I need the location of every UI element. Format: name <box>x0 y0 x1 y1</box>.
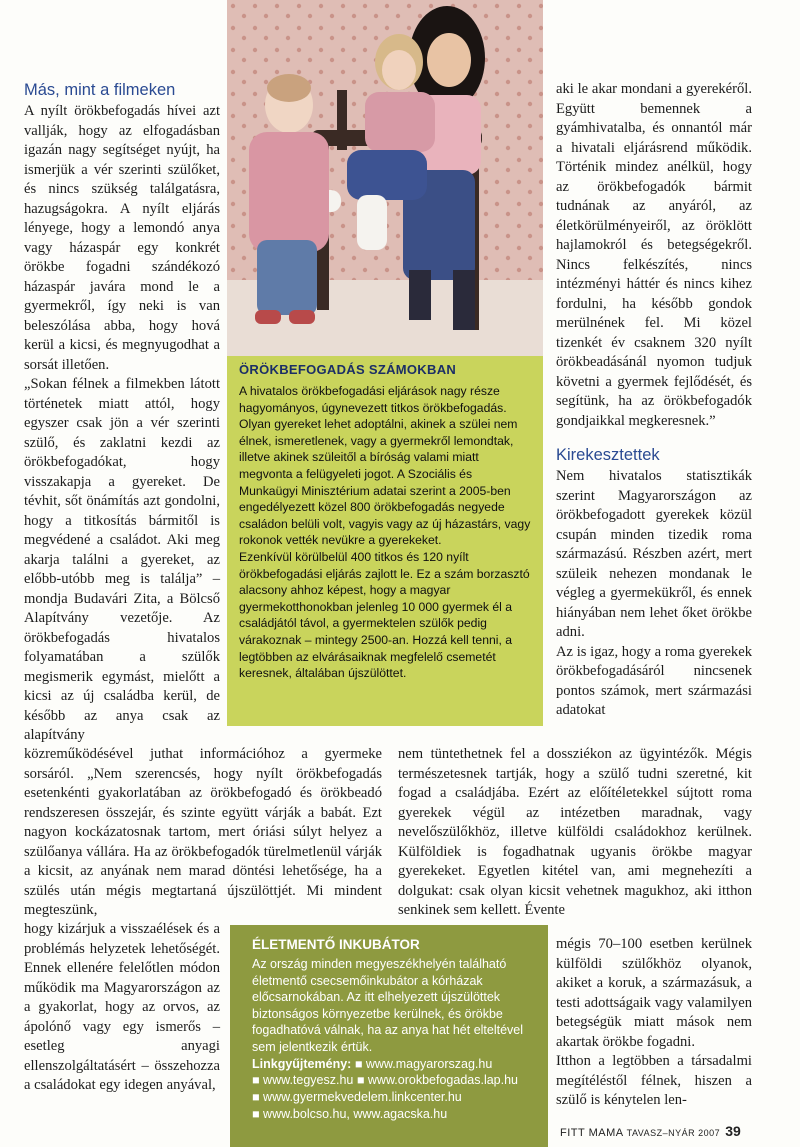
stats-box-paragraph-2: Ezenkívül körülbelül 400 titkos és 120 nyílt örökbefogadási eljárás zajlott le. Ez a szám borzasztó alacsony ahhoz képest, hogy a magyar gyermekotthonokban jelenleg 10 000 gyermek él a családjától távol, a gyermektelen szülők pedig várakoznak – mintegy 2500-an. Hozzá kell tenni, a legtöbben az elvárásaiknak megfelelő csemetét keresnek, általában újszülöttet. <box>239 549 530 681</box>
stats-box-title: ÖRÖKBEFOGADÁS SZÁMOKBAN <box>239 362 457 377</box>
left-column-wide <box>24 745 382 921</box>
right-paragraph-3: Az is igaz, hogy a roma gyerekek örökbefogadásáról nincsenek pontos számok, mert származási adatokat <box>556 643 752 718</box>
right-paragraph-4: Itthon a legtöbben a társadalmi megítéléstől félnek, hiszen a szülő is kénytelen len- <box>556 1053 752 1108</box>
inkubator-box-title: ÉLETMENTŐ INKUBÁTOR <box>252 937 420 952</box>
issue-season: TAVASZ–NYÁR 2007 <box>626 1128 721 1138</box>
link-tegyesz[interactable]: www.tegyesz.hu <box>263 1073 354 1088</box>
link-orokbefogadas[interactable]: www.orokbefogadas.lap.hu <box>367 1073 519 1088</box>
link-bolcso-agacska[interactable]: www.bolcso.hu, www.agacska.hu <box>263 1107 448 1122</box>
right-column-narrow <box>556 935 752 1111</box>
link-row <box>252 1106 532 1123</box>
right-paragraph-2: Nem hivatalos statisztikák szerint Magyarországon az örökbefogadott gyerekek közül csupán minden tizedik roma származású. Részben azért, mert szüleik nehezen mondanak le végleg a gyermekükről, és ennek hiányában nem lehet őket örökbe adni. <box>556 468 752 640</box>
link-bullet-icon: ■ <box>354 1056 363 1071</box>
left-paragraph-2-continued: közreműködésével juthat információhoz a gyermeke sorsáról. „Nem szerencsés, hogy nyílt örökbefogadás esetenkénti gyakorlatában az örökbefogadó és örökbeadó rendszeresen összejár, és szinte együtt várják a babát. Ezt nagyon kockázatosnak tartom, mert óriási súlyt helyez a szülőanya vállára. Ha az örökbefogadók türelmetlenül várják a kicsit, az anyának nem marad döntési lehetősége, ha a szülés után mégis megtartaná újszülöttjét. Mi mindent megteszünk, <box>24 746 382 918</box>
page-number: 39 <box>725 1123 741 1139</box>
link-row <box>252 1072 532 1089</box>
right-column <box>556 80 752 721</box>
inkubator-box-text: Az ország minden megyeszékhelyén található életmentő csecsemőinkubátor a kórházak előcsarnokában. Az itt elhelyezett újszülöttek biztonságos környezetbe kerülnek, és örökbe fogadhatóvá válnak, ha az anya hat hét elteltével sem jelentkezik értük. <box>252 957 524 1054</box>
link-bullet-icon: ■ <box>252 1107 260 1122</box>
magazine-name: FITT MAMA <box>560 1127 624 1139</box>
link-bullet-icon: ■ <box>252 1073 260 1088</box>
link-bullet-icon: ■ <box>252 1090 260 1105</box>
section-heading-kirekesztettek: Kirekesztettek <box>556 446 660 464</box>
left-paragraph-2-end: hogy kizárjuk a visszaélések és a problémás helyzetek lehetőségét. Ennek ellenére felelőtlen módon működik ma Magyarországon az a gyakorlat, hogy az orvos, az ápolónő vagy egy ismerős – esetleg anyagi ellenszolgáltatásért – összehozza a családokat egy idegen anyával, <box>24 921 220 1093</box>
right-column-wide <box>398 745 752 921</box>
children-photo <box>227 0 543 356</box>
inkubator-infobox <box>230 925 548 1147</box>
link-collection <box>252 1056 532 1073</box>
page-footer <box>560 1123 760 1139</box>
stats-infobox <box>227 356 543 726</box>
right-paragraph-3-continued: nem tüntethetnek fel a dossziékon az ügyintézők. Mégis természetesnek tartják, hogy a szülő tudni szeretné, kit fogad a családjába. Ezért az előítéletekkel sújtott roma gyerekek végül az intézetben maradnak, vagy nevelőszülőkhöz, illetve külföldi családokhoz kerülnek. Külföldiek is fogadhatnak ugyanis örökbe magyar gyerekeket. Egyetlen kitétel van, ami megnehezíti a dolgukat: csak olyan kicsit vehetnek magukhoz, aki itthon senkinek sem kellett. Évente <box>398 746 752 918</box>
stats-box-paragraph-1: A hivatalos örökbefogadási eljárások nagy része hagyományos, úgynevezett titkos örökbefogadás. Olyan gyereket lehet adoptálni, akinek a szülei nem élnek, ismeretlenek, vagy a gyermekről lemondtak, illetve akinek szüleitől a bíróság valami miatt megvonta a felügyeleti jogot. A Szociális és Munkaügyi Minisztérium adatai szerint a 2005-ben engedélyezett közel 800 örökbefogadás negyede családon belüli volt, vagyis vagy az új házastárs, vagy rokonok vették nevükre a gyerekeket. <box>239 384 531 548</box>
left-column-narrow <box>24 920 220 1096</box>
link-gyermekvedelem[interactable]: www.gyermekvedelem.linkcenter.hu <box>263 1090 462 1105</box>
right-paragraph-1: aki le akar mondani a gyerekéről. Együtt bemennek a gyámhivatalba, és onnantól már a hivatali eljárásrend működik. Történik mindez anélkül, hogy az örökbefogadók bármit tudnának az anyáról, az életkörülményeiről, az öröklött hajlamokról és betegségekről. Nincs felkészítés, nincs intézményi háttér és nincs kihez fordulni, ha később gondok merülnének fel. Mi közel tizenkét év csaknem 320 nyílt örökbeadásánál nyomon tudjuk követni a gyermek fejlődését, és segítünk, ha az örökbefogadók gondjaikkal megkeresnek.” <box>556 81 752 429</box>
link-collection-title: Linkgyűjtemény: <box>252 1056 352 1071</box>
left-paragraph-1: A nyílt örökbefogadás hívei azt vallják, hogy az elfogadásban igazán nagy segítséget nyújt, ha ismerjük a vér szerinti szülőket, és nincs szükség találgatásra, hazugságokra. A nyílt eljárás lényege, hogy a lemondó anya vagy házaspár egy konkrét örökbe fogadni szándékozó házaspár javára mond le a gyermekről, így neki is van beleszólása abba, hogy hová kerül a kicsi, és megnyugodhat a sorsát illetően. <box>24 103 220 373</box>
link-row <box>252 1089 532 1106</box>
section-heading-mas-mint-a-filmeken: Más, mint a filmeken <box>24 81 176 99</box>
link-magyarorszag[interactable]: www.magyarorszag.hu <box>365 1056 493 1071</box>
link-bullet-icon: ■ <box>356 1073 365 1088</box>
left-column <box>24 80 220 746</box>
left-paragraph-2: „Sokan félnek a filmekben látott történetek miatt attól, hogy egyszer csak jön a vér szerinti szülő, és zaklatni kezdi az örökbefogadókat, hogy visszakapja a gyereket. De tévhit, sőt önámítás azt gondolni, hogy a titkosítás bármitől is megvédené a családot. Aki meg akarja találni a gyereket, az előbb-utóbb meg is találja” – mondja Budavári Zita, a Bölcső Alapítvány vezetője. Az örökbefogadás hivatalos folyamatában a szülők megismerik egymást, mielőtt a kicsi az új családba kerül, de később az anya csak az alapítvány <box>24 376 220 743</box>
right-paragraph-3-end: mégis 70–100 esetben kerülnek külföldi szülőkhöz olyanok, akiket a koruk, a származásuk, a testi adottságaik vagy valamilyen betegségük miatt mások nem akartak örökbe fogadni. <box>556 936 752 1050</box>
children-photo-illustration <box>227 0 543 356</box>
